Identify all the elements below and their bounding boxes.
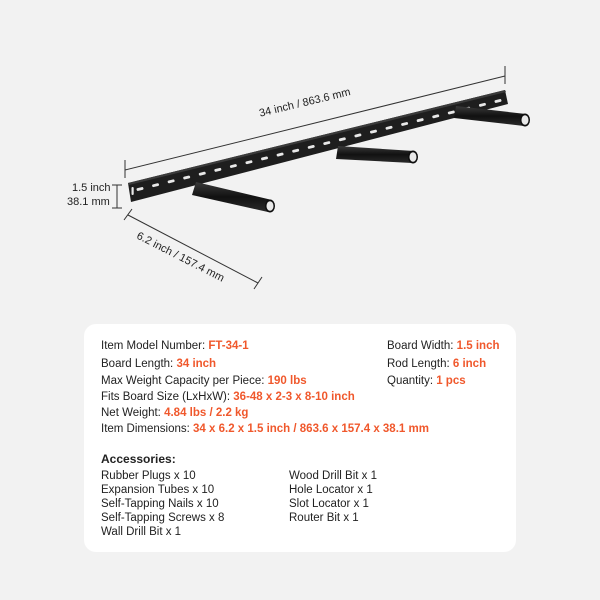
height-inch-label: 1.5 inch <box>72 182 111 194</box>
bracket-bar <box>128 90 508 202</box>
accessory-item: Wall Drill Bit x 1 <box>101 526 182 538</box>
spec-rod-length: Rod Length: 6 inch <box>387 358 487 370</box>
accessory-item: Slot Locator x 1 <box>289 498 369 510</box>
support-rod-left <box>192 182 275 213</box>
specifications-card <box>84 324 516 552</box>
spec-item-dimensions: Item Dimensions: 34 x 6.2 x 1.5 inch / 863.6 x 157.4 x 38.1 mm <box>101 423 429 435</box>
accessories-title: Accessories: <box>101 452 176 466</box>
spec-model: Item Model Number: FT-34-1 <box>101 340 249 352</box>
spec-board-size: Fits Board Size (LxHxW): 36-48 x 2-3 x 8-10 inch <box>101 391 355 403</box>
length-label: 34 inch / 863.6 mm <box>258 86 352 120</box>
accessory-item: Hole Locator x 1 <box>289 484 373 496</box>
accessory-item: Rubber Plugs x 10 <box>101 470 196 482</box>
bracket-end-slot <box>132 187 134 195</box>
spec-net-weight: Net Weight: 4.84 lbs / 2.2 kg <box>101 407 249 419</box>
spec-board-length: Board Length: 34 inch <box>101 358 217 370</box>
depth-dimension-line <box>124 209 262 289</box>
spec-quantity: Quantity: 1 pcs <box>387 375 466 387</box>
accessory-item: Self-Tapping Screws x 8 <box>101 512 225 524</box>
support-rod-middle <box>336 146 418 164</box>
spec-board-width: Board Width: 1.5 inch <box>387 340 500 352</box>
accessory-item: Self-Tapping Nails x 10 <box>101 498 219 510</box>
support-rod-right <box>454 106 530 127</box>
height-mm-label: 38.1 mm <box>67 196 110 208</box>
depth-label: 6.2 inch / 157.4 mm <box>134 230 227 285</box>
spec-max-weight: Max Weight Capacity per Piece: 190 lbs <box>101 375 307 387</box>
accessory-item: Expansion Tubes x 10 <box>101 484 215 496</box>
height-dimension-line <box>112 185 122 208</box>
length-dimension-line <box>125 66 505 178</box>
accessory-item: Wood Drill Bit x 1 <box>289 470 377 482</box>
accessory-item: Router Bit x 1 <box>289 512 359 524</box>
